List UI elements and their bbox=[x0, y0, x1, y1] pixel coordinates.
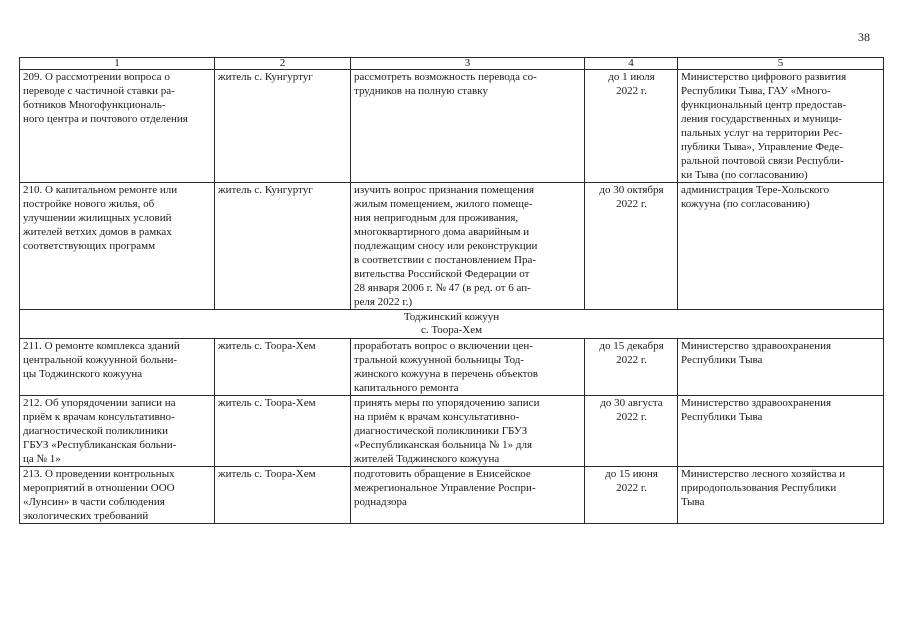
question-cell: 210. О капитальном ремонте или постройке нового жилья, об улучшении жилищных условий жителей ветхих домов в рамках соответствующих программ bbox=[20, 183, 215, 310]
question-cell: 212. Об упорядочении записи на приём к врачам консультативно- диагностической поликлиники ГБУЗ «Республиканская больни- ца № 1» bbox=[20, 396, 215, 467]
column-header: 2 bbox=[215, 58, 351, 70]
section-heading-row bbox=[20, 310, 884, 339]
table-row bbox=[20, 396, 884, 467]
action-cell: рассмотреть возможность перевода со- трудников на полную ставку bbox=[351, 70, 585, 183]
deadline-cell: до 30 октября 2022 г. bbox=[585, 183, 678, 310]
deadline-cell: до 1 июля 2022 г. bbox=[585, 70, 678, 183]
applicant-cell: житель с. Тоора-Хем bbox=[215, 339, 351, 396]
table-row bbox=[20, 183, 884, 310]
question-cell: 211. О ремонте комплекса зданий центральной кожуунной больни- цы Тоджинского кожууна bbox=[20, 339, 215, 396]
question-cell: 209. О рассмотрении вопроса о переводе с частичной ставки ра- ботников Многофункциональ- ного центра и почтового отделения bbox=[20, 70, 215, 183]
action-cell: подготовить обращение в Енисейское межрегиональное Управление Роспри- роднадзора bbox=[351, 467, 585, 524]
section-region: Тоджинский кожуун bbox=[403, 311, 500, 323]
responsible-cell: Министерство здравоохранения Республики Тыва bbox=[678, 396, 884, 467]
responsible-cell: Министерство здравоохранения Республики Тыва bbox=[678, 339, 884, 396]
deadline-cell: до 30 августа 2022 г. bbox=[585, 396, 678, 467]
table-row bbox=[20, 70, 884, 183]
table-row bbox=[20, 467, 884, 524]
responsible-cell: администрация Тере-Хольского кожууна (по согласованию) bbox=[678, 183, 884, 310]
applicant-cell: житель с. Тоора-Хем bbox=[215, 467, 351, 524]
column-header-row bbox=[20, 58, 884, 70]
action-cell: принять меры по упорядочению записи на приём к врачам консультативно- диагностической поликлиники ГБУЗ «Республиканская больница № 1» для жителей Тоджинского кожууна bbox=[351, 396, 585, 467]
column-header: 5 bbox=[678, 58, 884, 70]
question-cell: 213. О проведении контрольных мероприятий в отношении ООО «Лунсин» в части соблюдения экологических требований bbox=[20, 467, 215, 524]
deadline-cell: до 15 июня 2022 г. bbox=[585, 467, 678, 524]
applicant-cell: житель с. Тоора-Хем bbox=[215, 396, 351, 467]
section-heading bbox=[20, 310, 884, 339]
column-header: 4 bbox=[585, 58, 678, 70]
responsible-cell: Министерство цифрового развития Республики Тыва, ГАУ «Много- функциональный центр предостав- ления государственных и муници- пальных услуг на территории Рес- публики Тыва», Управление Феде- ральной почтовой связи Республи- ки Тыва (по согласованию) bbox=[678, 70, 884, 183]
action-cell: проработать вопрос о включении цен- тральной кожуунной больницы Тод- жинского кожууна в перечень объектов капитального ремонта bbox=[351, 339, 585, 396]
decisions-table bbox=[19, 57, 884, 524]
table-body bbox=[20, 58, 884, 524]
applicant-cell: житель с. Кунгуртуг bbox=[215, 183, 351, 310]
action-cell: изучить вопрос признания помещения жилым помещением, жилого помеще- ния непригодным для проживания, многоквартирного дома аварийным и подлежащим сносу или реконструкции в соответствии с постановлением Пра- вительства Российской Федерации от 28 января 2006 г. № 47 (в ред. от 6 ап- реля 2022 г.) bbox=[351, 183, 585, 310]
applicant-cell: житель с. Кунгуртуг bbox=[215, 70, 351, 183]
deadline-cell: до 15 декабря 2022 г. bbox=[585, 339, 678, 396]
column-header: 3 bbox=[351, 58, 585, 70]
page-number: 38 bbox=[858, 30, 870, 44]
table-row bbox=[20, 339, 884, 396]
responsible-cell: Министерство лесного хозяйства и природопользования Республики Тыва bbox=[678, 467, 884, 524]
section-village: с. Тоора-Хем bbox=[420, 324, 483, 336]
column-header: 1 bbox=[20, 58, 215, 70]
